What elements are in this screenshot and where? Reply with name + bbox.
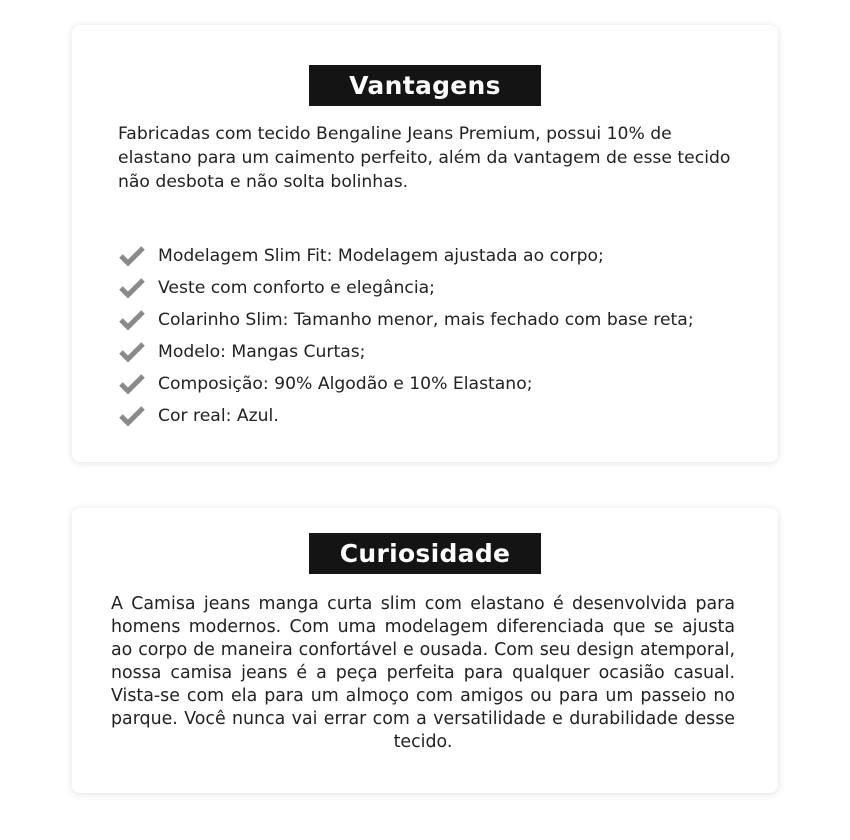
feature-item [118,240,694,272]
checkmark-icon [118,245,146,267]
vantagens-title: Vantagens [309,65,541,106]
vantagens-card [72,25,778,462]
checkmark-icon [118,373,146,395]
features-list [118,240,694,432]
feature-item [118,400,694,432]
feature-text: Composição: 90% Algodão e 10% Elastano; [158,374,533,394]
feature-text: Veste com conforto e elegância; [158,278,435,298]
checkmark-icon [118,277,146,299]
curiosidade-text: A Camisa jeans manga curta slim com elastano é desenvolvida para homens modernos. Com uma modelagem diferenciada que se ajusta ao corpo de maneira confortável e ousada. Com seu design atemporal, nossa camisa jeans é a peça perfeita para qualquer ocasião casual. Vista-se com ela para um almoço com amigos ou para um passeio no parque. Você nunca vai errar com a versatilidade e durabilidade desse tecido. [111,594,735,752]
feature-text: Modelagem Slim Fit: Modelagem ajustada ao corpo; [158,246,604,266]
checkmark-icon [118,341,146,363]
checkmark-icon [118,405,146,427]
vantagens-intro-text: Fabricadas com tecido Bengaline Jeans Premium, possui 10% de elastano para um caimento perfeito, além da vantagem de esse tecido não desbota e não solta bolinhas. [118,124,731,192]
curiosidade-card [72,508,778,793]
checkmark-icon [118,309,146,331]
feature-item [118,272,694,304]
feature-text: Colarinho Slim: Tamanho menor, mais fechado com base reta; [158,310,694,330]
feature-item [118,304,694,336]
feature-text: Modelo: Mangas Curtas; [158,342,366,362]
feature-text: Cor real: Azul. [158,406,279,426]
curiosidade-title: Curiosidade [309,533,541,574]
feature-item [118,368,694,400]
feature-item [118,336,694,368]
